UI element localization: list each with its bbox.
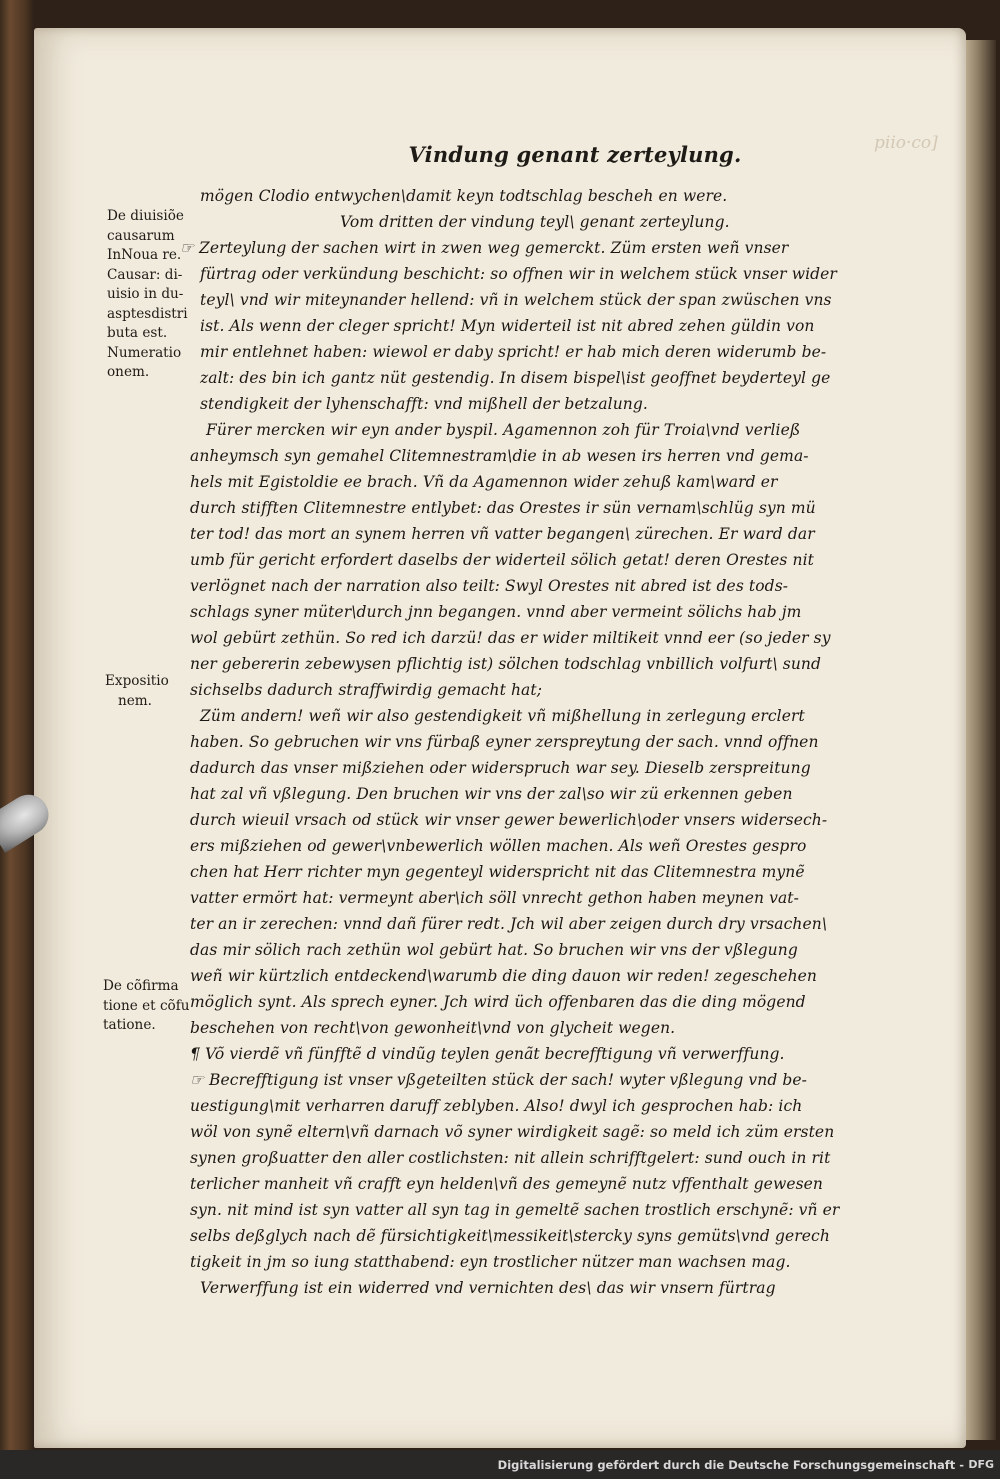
marginal-line: InNoua re.: [107, 247, 182, 263]
text-line: teyl\ vnd wir miteynander hellend: vñ in welchem stück der span zwüschen vns: [200, 291, 832, 309]
text-line: chen hat Herr richter myn gegenteyl widerspricht nit das Clitemnestra mynẽ: [190, 863, 805, 881]
marginal-line: De diuisiõe: [107, 208, 184, 224]
text-line: anheymsch syn gemahel Clitemnestram\die in ab wesen irs herren vnd gema-: [190, 447, 809, 465]
marginal-line: asptesdistri: [107, 305, 188, 322]
marginal-line: onem.: [107, 364, 150, 380]
text-line: ner gebererin zebewysen pflichtig ist) sölchen todschlag vnbillich volfurt\ sund: [190, 655, 822, 673]
text-line: vatter ermört hat: vermeynt aber\ich söll vnrecht gethon haben meynen vat-: [190, 889, 799, 907]
bleed-through-text: piio·co]: [874, 133, 938, 153]
marginal-line: nem.: [117, 692, 152, 709]
marginal-line: tatione.: [103, 1017, 156, 1033]
text-line: Fürer mercken wir eyn ander byspil. Agamennon zoh für Troia\vnd verließ: [206, 421, 801, 439]
text-line: umb für gericht erfordert daselbs der widerteil sölich getat! deren Orestes nit: [190, 551, 814, 569]
marginal-note-exposition: [105, 672, 169, 711]
text-line: synen großuatter den aller costlichsten: nit allein schrifftgelert: sund ouch in rit: [190, 1149, 831, 1167]
text-line: durch stifften Clitemnestre entlybet: das Orestes ir sün vernam\schlüg syn mü: [190, 499, 816, 517]
marginal-line: De cõfirma: [103, 978, 179, 994]
text-line: verlögnet nach der narration also teilt: Swyl Orestes nit abred ist des tods-: [190, 577, 789, 595]
text-line: ter an ir zerechen: vnnd dañ fürer redt. Jch wil aber zeigen durch dry vrsachen\: [190, 915, 828, 933]
dfg-logo-icon: DFG: [968, 1458, 994, 1471]
text-line: Züm andern! weñ wir also gestendigkeit vñ mißhellung in zerlegung erclert: [200, 707, 805, 725]
text-line: ter tod! das mort an synem herren vñ vatter begangen\ zürechen. Er ward dar: [190, 525, 815, 543]
text-line: beschehen von recht\von gewonheit\vnd von glycheit wegen.: [190, 1019, 676, 1037]
marginal-line: Causar: di-: [107, 266, 183, 283]
text-line: haben. So gebruchen wir vns fürbaß eyner zerspreytung der sach. vnnd offnen: [190, 733, 819, 751]
text-line: weñ wir kürtzlich entdeckend\warumb die ding dauon wir reden! zegeschehen: [190, 967, 818, 985]
footer-bar: [0, 1450, 1000, 1479]
text-line: durch wieuil vrsach od stück wir vnser gewer bewerlich\oder vnsers widersech-: [190, 811, 828, 829]
marginal-line: causarum: [107, 227, 175, 244]
text-line: möglich synt. Als sprech eyner. Jch wird üch offenbaren das die ding mögend: [190, 993, 806, 1011]
text-line: dadurch das vnser mißziehen oder widerspruch war sey. Dieselb zerspreitung: [190, 759, 811, 777]
text-line: wol gebürt zethün. So red ich darzü! das er wider miltikeit vnnd eer (so jeder sy: [190, 629, 831, 647]
text-line: wöl von synẽ eltern\vñ darnach võ syner wirdigkeit sagẽ: so meld ich züm ersten: [190, 1123, 835, 1141]
text-line: selbs deßglych nach dẽ fürsichtigkeit\messikeit\stercky syns gemüts\vnd gerech: [190, 1227, 830, 1245]
marginal-line: Numeratio: [107, 344, 182, 361]
text-line: fürtrag oder verkündung beschicht: so offnen wir in welchem stück vnser wider: [200, 265, 837, 283]
text-line: schlags syner müter\durch jnn begangen. vnnd aber vermeint sölichs hab jm: [190, 603, 802, 621]
text-line: ☞ Zerteylung der sachen wirt in zwen weg gemerckt. Züm ersten weñ vnser: [180, 239, 789, 257]
text-line: hat zal vñ vßlegung. Den bruchen wir vns der zal\so wir zü erkennen geben: [190, 785, 793, 803]
page-edge: [966, 40, 996, 1440]
text-line: tigkeit in jm so iung statthabend: eyn trostlicher nützer man wachsen mag.: [190, 1253, 791, 1271]
section-heading: Vom dritten der vindung teyl\ genant zerteylung.: [340, 213, 730, 231]
running-head: [0, 142, 1000, 167]
section-heading: ¶ Võ vierdẽ vñ fünfftẽ d vindũg teylen genãt becrefftigung vñ verwerffung.: [190, 1045, 785, 1063]
text-line: uestigung\mit verharren daruff zeblyben. Also! dwyl ich gesprochen hab: ich: [190, 1097, 803, 1115]
text-line: sichselbs dadurch straffwirdig gemacht hat;: [190, 681, 543, 699]
marginal-line: uisio in du-: [107, 286, 184, 302]
text-line: Verwerffung ist ein widerred vnd vernichten des\ das wir vnsern fürtrag: [200, 1279, 776, 1297]
text-line: ist. Als wenn der cleger spricht! Myn widerteil ist nit abred zehen güldin von: [200, 317, 815, 335]
marginal-line: Expositio: [105, 673, 169, 689]
text-line: syn. nit mind ist syn vatter all syn tag in gemeltẽ sachen trostlich erschynẽ: vñ er: [190, 1201, 840, 1219]
text-line: hels mit Egistoldie ee brach. Vñ da Agamennon wider zehuß kam\ward er: [190, 473, 778, 491]
running-head-text: Vindung genant zerteylung.: [408, 142, 742, 167]
text-line: stendigkeit der lyhenschafft: vnd mißhell der betzalung.: [200, 395, 648, 413]
text-line: terlicher manheit vñ crafft eyn helden\vñ des gemeynẽ nutz vffenthalt gewesen: [190, 1175, 823, 1193]
text-line: mir entlehnet haben: wiewol er daby spricht! er hab mich deren widerumb be-: [200, 343, 827, 361]
marginal-note-division: [107, 207, 188, 383]
text-line: ☞ Becrefftigung ist vnser vßgeteilten stück der sach! wyter vßlegung vnd be-: [190, 1071, 808, 1089]
funding-credit: Digitalisierung gefördert durch die Deutsche Forschungsgemeinschaft -: [497, 1458, 964, 1472]
text-line: ers mißziehen od gewer\vnbewerlich wöllen machen. Als weñ Orestes gespro: [190, 837, 807, 855]
marginal-note-confirmation: [103, 977, 190, 1036]
marginal-line: buta est.: [107, 325, 168, 341]
marginal-line: tione et cõfu: [103, 997, 190, 1014]
text-line: das mir sölich rach zethün wol gebürt hat. So bruchen wir vns der vßlegung: [190, 941, 798, 959]
text-line: mögen Clodio entwychen\damit keyn todtschlag bescheh en were.: [200, 187, 728, 205]
text-line: zalt: des bin ich gantz nüt gestendig. In disem bispel\ist geoffnet beyderteyl ge: [200, 369, 831, 387]
